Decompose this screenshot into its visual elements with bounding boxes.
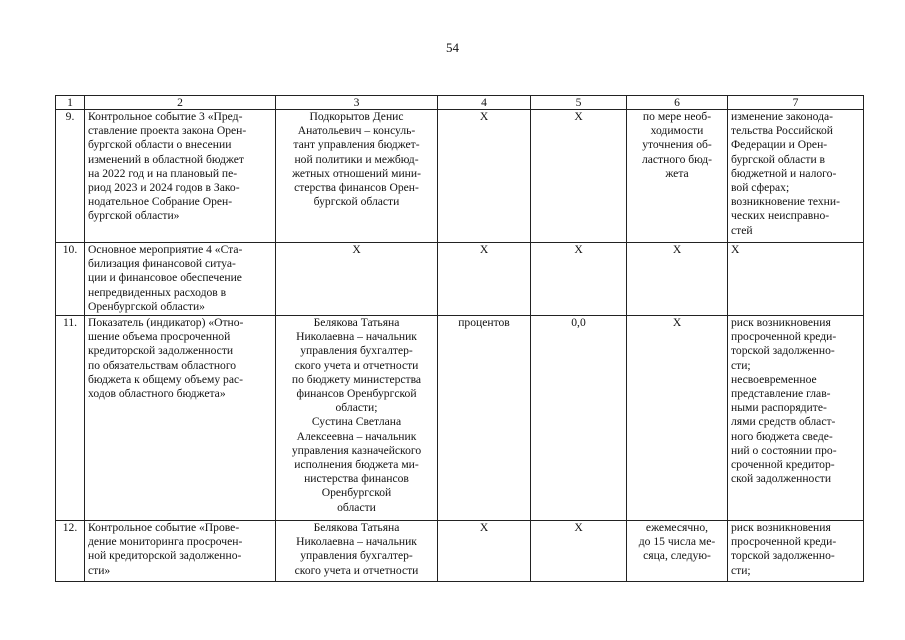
row-number: 11. [56, 316, 85, 521]
row-number: 10. [56, 243, 85, 316]
unit-cell: X [438, 243, 531, 316]
responsible-person: X [276, 243, 438, 316]
responsible-person: Подкорытов Денис Анатольевич – консуль- тант управления бюджет- ной политики и межбюд- жетных отношений мини- стерства финансов Орен- бургской области [276, 110, 438, 243]
table-row [56, 521, 864, 582]
risks-cell: риск возникновения просроченной креди- торской задолженно- сти; несвоевременное представление глав- ными распорядите- лями средств област- ного бюджета сведе- ний о состоянии про- сроченной кредитор- ской задолженности [728, 316, 864, 521]
column-header: 3 [276, 96, 438, 110]
responsible-person: Белякова Татьяна Николаевна – начальник управления бухгалтер- ского учета и отчетности по бюджету министерства финансов Оренбургской области; Сустина Светлана Алексеевна – начальник управления казначейского исполнения бюджета ми- нистерства финансов Оренбургской области [276, 316, 438, 521]
row-number: 12. [56, 521, 85, 582]
unit-cell: X [438, 110, 531, 243]
table-row [56, 316, 864, 521]
value-cell: X [531, 243, 627, 316]
column-header: 6 [627, 96, 728, 110]
table-row [56, 243, 864, 316]
measures-table [55, 95, 864, 582]
measure-name: Основное мероприятие 4 «Ста- билизация финансовой ситуа- ции и финансовое обеспечение непредвиденных расходов в Оренбургской области» [85, 243, 276, 316]
value-cell: X [531, 521, 627, 582]
unit-cell: процентов [438, 316, 531, 521]
table-header-row [56, 96, 864, 110]
value-cell: X [531, 110, 627, 243]
period-cell: по мере необ- ходимости уточнения об- ластного бюд- жета [627, 110, 728, 243]
risks-cell: изменение законода- тельства Российской Федерации и Орен- бургской области в бюджетной и налого- вой сферах; возникновение техни- ческих неисправно- стей [728, 110, 864, 243]
period-cell: X [627, 316, 728, 521]
row-number: 9. [56, 110, 85, 243]
risks-cell: X [728, 243, 864, 316]
period-cell: ежемесячно, до 15 числа ме- сяца, следую- [627, 521, 728, 582]
unit-cell: X [438, 521, 531, 582]
column-header: 5 [531, 96, 627, 110]
column-header: 7 [728, 96, 864, 110]
column-header: 2 [85, 96, 276, 110]
column-header: 1 [56, 96, 85, 110]
column-header: 4 [438, 96, 531, 110]
risks-cell: риск возникновения просроченной креди- торской задолженно- сти; [728, 521, 864, 582]
table-row [56, 110, 864, 243]
measure-name: Показатель (индикатор) «Отно- шение объема просроченной кредиторской задолженности по обязательствам областного бюджета к общему объему рас- ходов областного бюджета» [85, 316, 276, 521]
measure-name: Контрольное событие 3 «Пред- ставление проекта закона Орен- бургской области о внесении изменений в областной бюджет на 2022 год и на плановый пе- риод 2023 и 2024 годов в Зако- нодательное Собрание Орен- бургской области» [85, 110, 276, 243]
period-cell: X [627, 243, 728, 316]
measure-name: Контрольное событие «Прове- дение мониторинга просрочен- ной кредиторской задолженно- сти» [85, 521, 276, 582]
page-number: 54 [446, 40, 459, 55]
value-cell: 0,0 [531, 316, 627, 521]
responsible-person: Белякова Татьяна Николаевна – начальник управления бухгалтер- ского учета и отчетности [276, 521, 438, 582]
